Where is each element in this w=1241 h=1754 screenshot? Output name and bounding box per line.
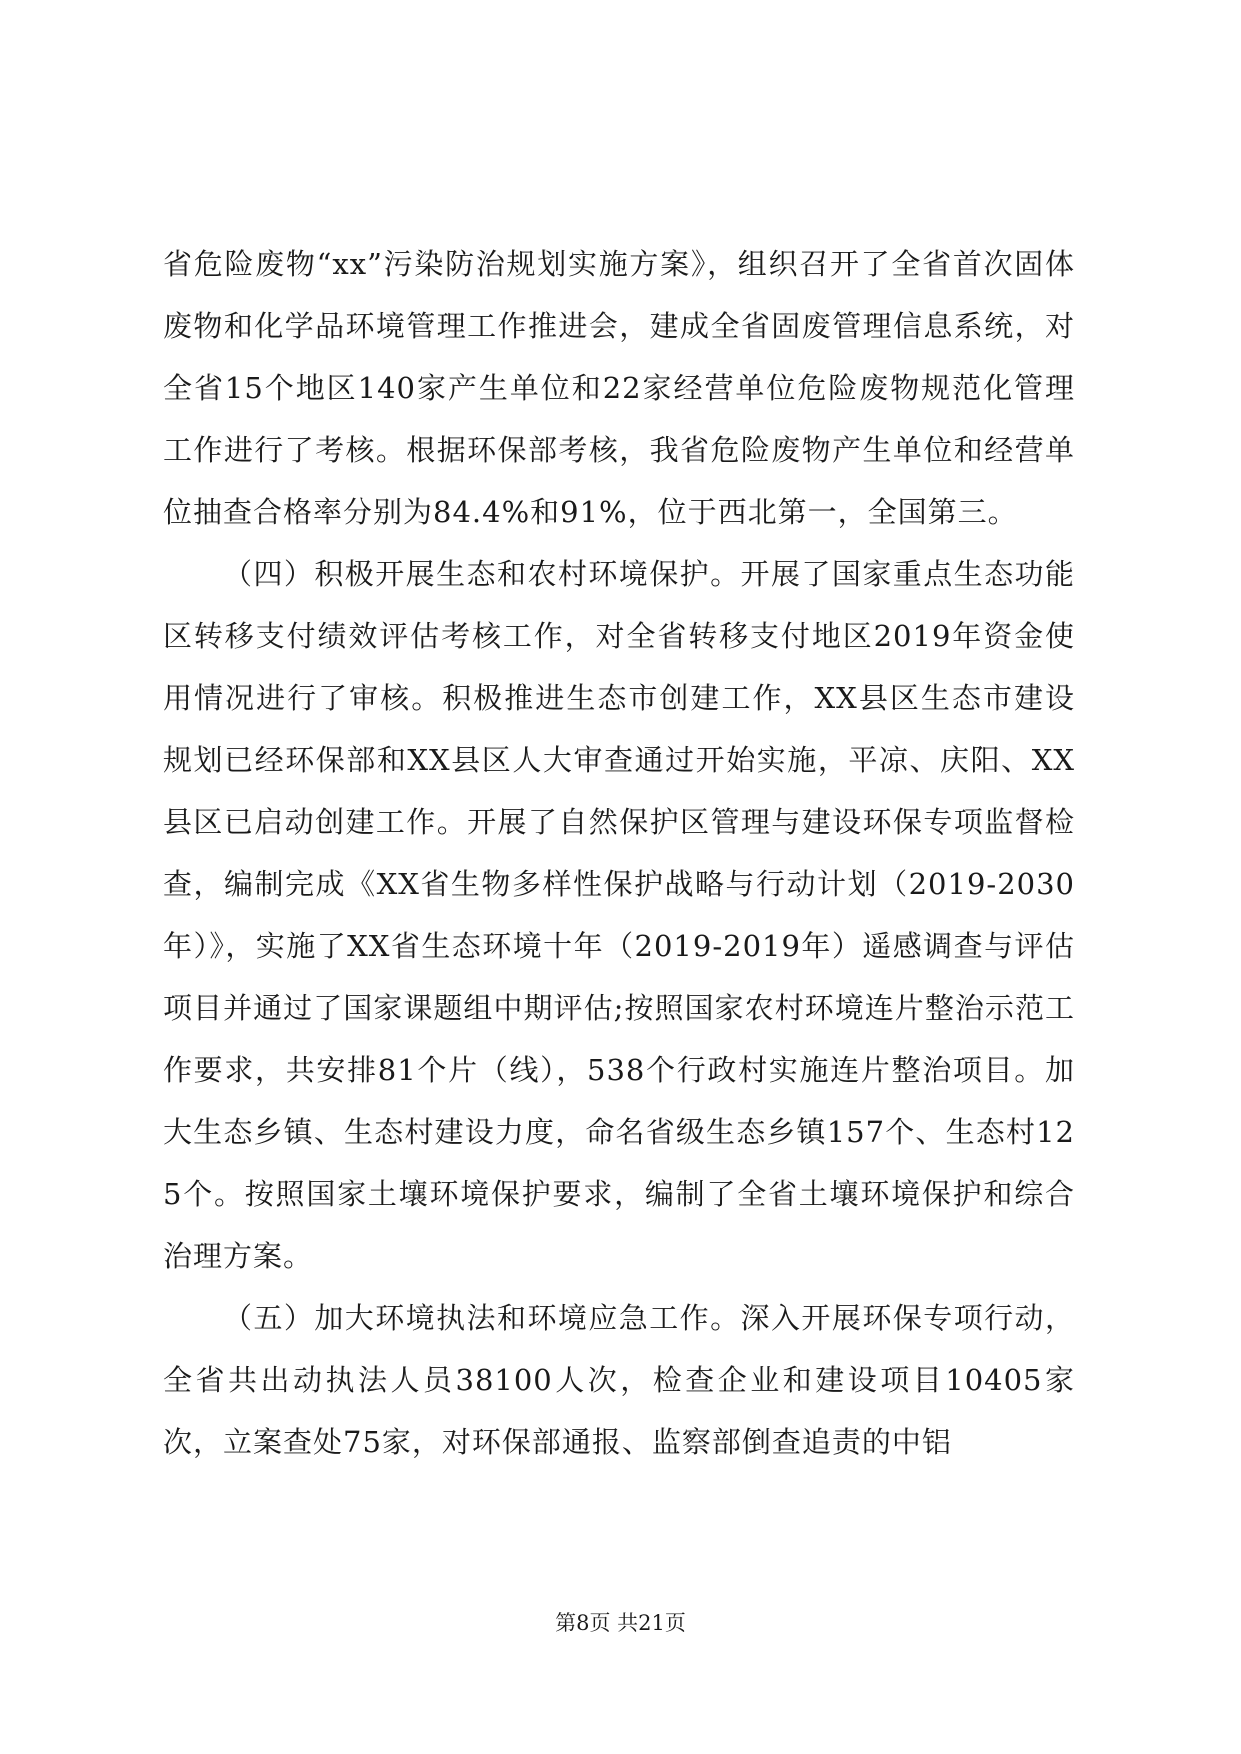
paragraph-ecology-rural: （四）积极开展生态和农村环境保护。开展了国家重点生态功能区转移支付绩效评估考核工作，对全省转移支付地区2019年资金使用情况进行了审核。积极推进生态市创建工作，XX县区生态市建设规划已经环保部和XX县区人大审查通过开始实施，平凉、庆阳、XX县区已启动创建工作。开展了自然保护区管理与建设环保专项监督检查，编制完成《XX省生物多样性保护战略与行动计划（2019-2030年）》，实施了XX省生态环境十年（2019-2019年）遥感调查与评估项目并通过了国家课题组中期评估;按照国家农村环境连片整治示范工作要求，共安排81个片（线），538个行政村实施连片整治项目。加大生态乡镇、生态村建设力度，命名省级生态乡镇157个、生态村125个。按照国家土壤环境保护要求，编制了全省土壤环境保护和综合治理方案。 — [163, 557, 1075, 1273]
paragraph-hazardous-waste: 省危险废物“xx”污染防治规划实施方案》，组织召开了全省首次固体废物和化学品环境管理工作推进会，建成全省固废管理信息系统，对全省15个地区140家产生单位和22家经营单位危险废物规范化管理工作进行了考核。根据环保部考核，我省危险废物产生单位和经营单位抽查合格率分别为84.4%和91%，位于西北第一，全国第三。 — [163, 247, 1075, 529]
paragraph-enforcement: （五）加大环境执法和环境应急工作。深入开展环保专项行动，全省共出动执法人员38100人次，检查企业和建设项目10405家次，立案查处75家，对环保部通报、监察部倒查追责的中铝 — [163, 1301, 1075, 1459]
document-body — [163, 233, 1075, 1473]
page-number-footer: 第8页 共21页 — [555, 1611, 686, 1635]
